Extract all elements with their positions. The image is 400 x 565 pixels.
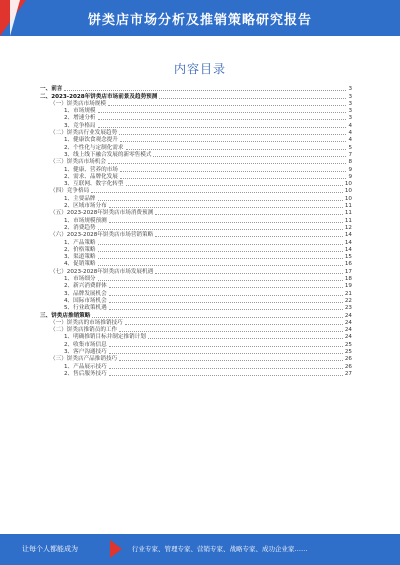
- toc-leader-dots: [153, 156, 346, 157]
- toc-entry-label: 3、线上线下融合发展的新零售模式: [64, 151, 152, 158]
- toc-entry-label: 5、行业政策机遇: [64, 305, 107, 312]
- toc-entry[interactable]: [40, 349, 352, 356]
- toc-leader-dots: [91, 192, 343, 193]
- toc-entry-label: 1、健康、营养的市场: [64, 166, 118, 173]
- toc-entry-page: 11: [344, 217, 352, 224]
- toc-entry-page: 25: [344, 348, 352, 355]
- toc-entry-page: 11: [344, 210, 352, 217]
- toc-entry-page: 19: [344, 283, 352, 290]
- table-of-contents: [40, 86, 352, 378]
- toc-entry-label: 二、2023-2028年饼类店市场前景及趋势预测: [40, 93, 158, 100]
- toc-leader-dots: [109, 375, 343, 376]
- toc-entry[interactable]: [40, 188, 352, 195]
- toc-entry-page: 10: [344, 188, 352, 195]
- toc-leader-dots: [155, 273, 343, 274]
- toc-leader-dots: [98, 127, 347, 128]
- toc-entry-label: 3、互联网、数字化转型: [64, 181, 124, 188]
- toc-entry[interactable]: [40, 137, 352, 144]
- toc-leader-dots: [109, 295, 343, 296]
- toc-entry-page: 5: [348, 144, 352, 151]
- toc-entry[interactable]: [40, 195, 352, 202]
- toc-leader-dots: [155, 236, 343, 237]
- toc-entry-label: 2、增速分析: [64, 115, 96, 122]
- toc-entry-label: 1、市场规模预测: [64, 217, 107, 224]
- toc-entry-label: （一）饼类店市场规模: [50, 100, 106, 107]
- toc-entry-label: 4、国际市场机会: [64, 297, 107, 304]
- toc-entry-label: 3、品牌发展机会: [64, 290, 107, 297]
- toc-leader-dots: [92, 317, 343, 318]
- toc-entry-label: （六）2023-2028年饼类店市场营销策略: [50, 232, 154, 239]
- toc-entry[interactable]: [40, 217, 352, 224]
- toc-entry[interactable]: [40, 341, 352, 348]
- toc-entry-label: 1、市场规模: [64, 108, 96, 115]
- toc-leader-dots: [119, 331, 343, 332]
- toc-entry-label: 2、需求、品牌化发展: [64, 173, 118, 180]
- toc-entry-page: 9: [348, 173, 352, 180]
- toc-entry-label: 1、市场细分: [64, 276, 96, 283]
- header-banner: [0, 0, 400, 36]
- toc-leader-dots: [119, 134, 346, 135]
- toc-entry-label: 2、区域市场分布: [64, 203, 107, 210]
- toc-entry[interactable]: [40, 290, 352, 297]
- toc-entry-label: （四）竞争格局: [50, 188, 90, 195]
- toc-entry[interactable]: [40, 210, 352, 217]
- toc-leader-dots: [98, 119, 347, 120]
- toc-leader-dots: [98, 112, 347, 113]
- toc-entry[interactable]: [40, 247, 352, 254]
- toc-leader-dots: [108, 163, 346, 164]
- toc-entry-label: 2、新兴消费群体: [64, 283, 107, 290]
- toc-entry[interactable]: [40, 283, 352, 290]
- toc-entry[interactable]: [40, 122, 352, 129]
- toc-leader-dots: [98, 265, 343, 266]
- toc-entry-page: 16: [344, 261, 352, 268]
- toc-entry-page: 3: [348, 100, 352, 107]
- toc-entry-page: 14: [344, 246, 352, 253]
- toc-entry[interactable]: [40, 371, 352, 378]
- toc-entry-label: （五）2023-2028年饼类店市场消费预测: [50, 210, 154, 217]
- toc-entry[interactable]: [40, 261, 352, 268]
- toc-leader-dots: [109, 302, 343, 303]
- toc-entry-page: 3: [348, 108, 352, 115]
- toc-entry-page: 24: [344, 327, 352, 334]
- footer-slogan: 让每个人都能成为: [22, 545, 78, 553]
- toc-entry[interactable]: [40, 363, 352, 370]
- toc-leader-dots: [126, 149, 347, 150]
- toc-entry[interactable]: [40, 276, 352, 283]
- toc-entry-label: 三、饼类店推销策略: [40, 312, 91, 319]
- toc-entry-label: 3、竞争格局: [64, 122, 96, 129]
- toc-leader-dots: [148, 338, 343, 339]
- toc-leader-dots: [109, 368, 343, 369]
- toc-entry-page: 18: [344, 276, 352, 283]
- toc-entry[interactable]: [40, 115, 352, 122]
- toc-entry[interactable]: [40, 144, 352, 151]
- toc-entry[interactable]: [40, 174, 352, 181]
- toc-entry[interactable]: [40, 320, 352, 327]
- toc-entry-page: 22: [344, 297, 352, 304]
- toc-leader-dots: [109, 287, 343, 288]
- toc-leader-dots: [125, 324, 343, 325]
- toc-leader-dots: [109, 207, 343, 208]
- toc-entry-page: 24: [344, 319, 352, 326]
- toc-leader-dots: [120, 178, 347, 179]
- toc-entry-page: 27: [344, 370, 352, 377]
- toc-entry-page: 14: [344, 232, 352, 239]
- toc-entry-page: 3: [348, 86, 352, 93]
- toc-entry-page: 3: [348, 93, 352, 100]
- toc-entry-page: 11: [344, 203, 352, 210]
- toc-leader-dots: [155, 214, 343, 215]
- toc-entry-page: 10: [344, 181, 352, 188]
- toc-entry-page: 10: [344, 195, 352, 202]
- toc-entry-label: （一）饼类店的市场推销技巧: [50, 319, 123, 326]
- toc-entry-label: 1、主要品牌: [64, 195, 96, 202]
- toc-entry-page: 3: [348, 115, 352, 122]
- toc-entry[interactable]: [40, 93, 352, 100]
- toc-entry-label: （三）饼类店市场机会: [50, 159, 106, 166]
- toc-entry-page: 8: [348, 159, 352, 166]
- toc-entry-page: 15: [344, 254, 352, 261]
- toc-entry[interactable]: [40, 86, 352, 93]
- toc-entry-label: 2、收集市场信息: [64, 341, 107, 348]
- toc-entry[interactable]: [40, 152, 352, 159]
- toc-entry-page: 26: [344, 363, 352, 370]
- toc-leader-dots: [98, 258, 343, 259]
- toc-entry[interactable]: [40, 239, 352, 246]
- toc-entry-label: 1、产品策略: [64, 239, 96, 246]
- toc-entry[interactable]: [40, 327, 352, 334]
- toc-entry-page: 4: [348, 122, 352, 129]
- toc-leader-dots: [98, 251, 343, 252]
- toc-entry[interactable]: [40, 312, 352, 319]
- toc-leader-dots: [119, 360, 343, 361]
- toc-leader-dots: [98, 229, 343, 230]
- toc-leader-dots: [109, 353, 343, 354]
- toc-leader-dots: [64, 90, 346, 91]
- toc-leader-dots: [98, 200, 343, 201]
- toc-entry[interactable]: [40, 203, 352, 210]
- toc-leader-dots: [159, 98, 346, 99]
- toc-entry[interactable]: [40, 166, 352, 173]
- footer-tagline: 行业专家、管理专家、营销专家、战略专家、成功企业家……: [132, 545, 308, 553]
- toc-entry-label: 2、个性化与定制化需求: [64, 144, 124, 151]
- document-title: 饼类店市场分析及推销策略研究报告: [87, 13, 312, 28]
- toc-title: 内容目录: [173, 62, 226, 76]
- toc-entry[interactable]: [40, 130, 352, 137]
- toc-entry[interactable]: [40, 305, 352, 312]
- toc-entry[interactable]: [40, 159, 352, 166]
- toc-leader-dots: [120, 141, 347, 142]
- toc-entry-page: 25: [344, 341, 352, 348]
- toc-leader-dots: [108, 105, 346, 106]
- toc-entry-page: 26: [344, 356, 352, 363]
- toc-leader-dots: [109, 346, 343, 347]
- toc-entry-page: 4: [348, 130, 352, 137]
- toc-entry-page: 24: [344, 312, 352, 319]
- toc-entry-label: 3、渠道策略: [64, 254, 96, 261]
- toc-entry-page: 14: [344, 239, 352, 246]
- toc-leader-dots: [109, 309, 343, 310]
- toc-entry[interactable]: [40, 232, 352, 239]
- footer-banner: [0, 534, 400, 565]
- toc-entry-page: 9: [348, 166, 352, 173]
- toc-entry-label: 1、产品展示技巧: [64, 363, 107, 370]
- toc-leader-dots: [109, 222, 343, 223]
- toc-entry-label: （二）饼类店行业发展趋势: [50, 130, 118, 137]
- toc-entry[interactable]: [40, 298, 352, 305]
- toc-entry-page: 7: [348, 151, 352, 158]
- toc-entry-label: 1、健康饮食观念提升: [64, 137, 118, 144]
- toc-entry[interactable]: [40, 225, 352, 232]
- footer-arrow-icon: [110, 540, 122, 558]
- toc-entry-label: 1、明确推销目标并制定推销计划: [64, 334, 146, 341]
- toc-entry-label: （七）2023-2028年饼类店市场发展机遇: [50, 268, 154, 275]
- toc-entry-label: 4、促销策略: [64, 261, 96, 268]
- toc-entry-label: 2、价格策略: [64, 246, 96, 253]
- toc-leader-dots: [98, 244, 343, 245]
- toc-entry-label: 3、客户沟通技巧: [64, 348, 107, 355]
- toc-entry-page: 21: [344, 290, 352, 297]
- toc-entry-page: 24: [344, 334, 352, 341]
- toc-entry[interactable]: [40, 101, 352, 108]
- toc-entry-label: 2、售后服务技巧: [64, 370, 107, 377]
- toc-entry-page: 12: [344, 224, 352, 231]
- toc-entry-label: （三）饼类店产品推销技巧: [50, 356, 118, 363]
- toc-entry-page: 23: [344, 305, 352, 312]
- toc-entry[interactable]: [40, 268, 352, 275]
- toc-entry-label: 2、消费趋势: [64, 224, 96, 231]
- toc-entry-label: （二）饼类店推销员的工作: [50, 327, 118, 334]
- toc-entry-label: 一、前言: [40, 86, 63, 93]
- toc-entry-page: 17: [344, 268, 352, 275]
- toc-leader-dots: [120, 171, 347, 172]
- toc-entry[interactable]: [40, 356, 352, 363]
- toc-leader-dots: [98, 280, 343, 281]
- toc-leader-dots: [126, 185, 343, 186]
- toc-entry[interactable]: [40, 334, 352, 341]
- toc-entry-page: 4: [348, 137, 352, 144]
